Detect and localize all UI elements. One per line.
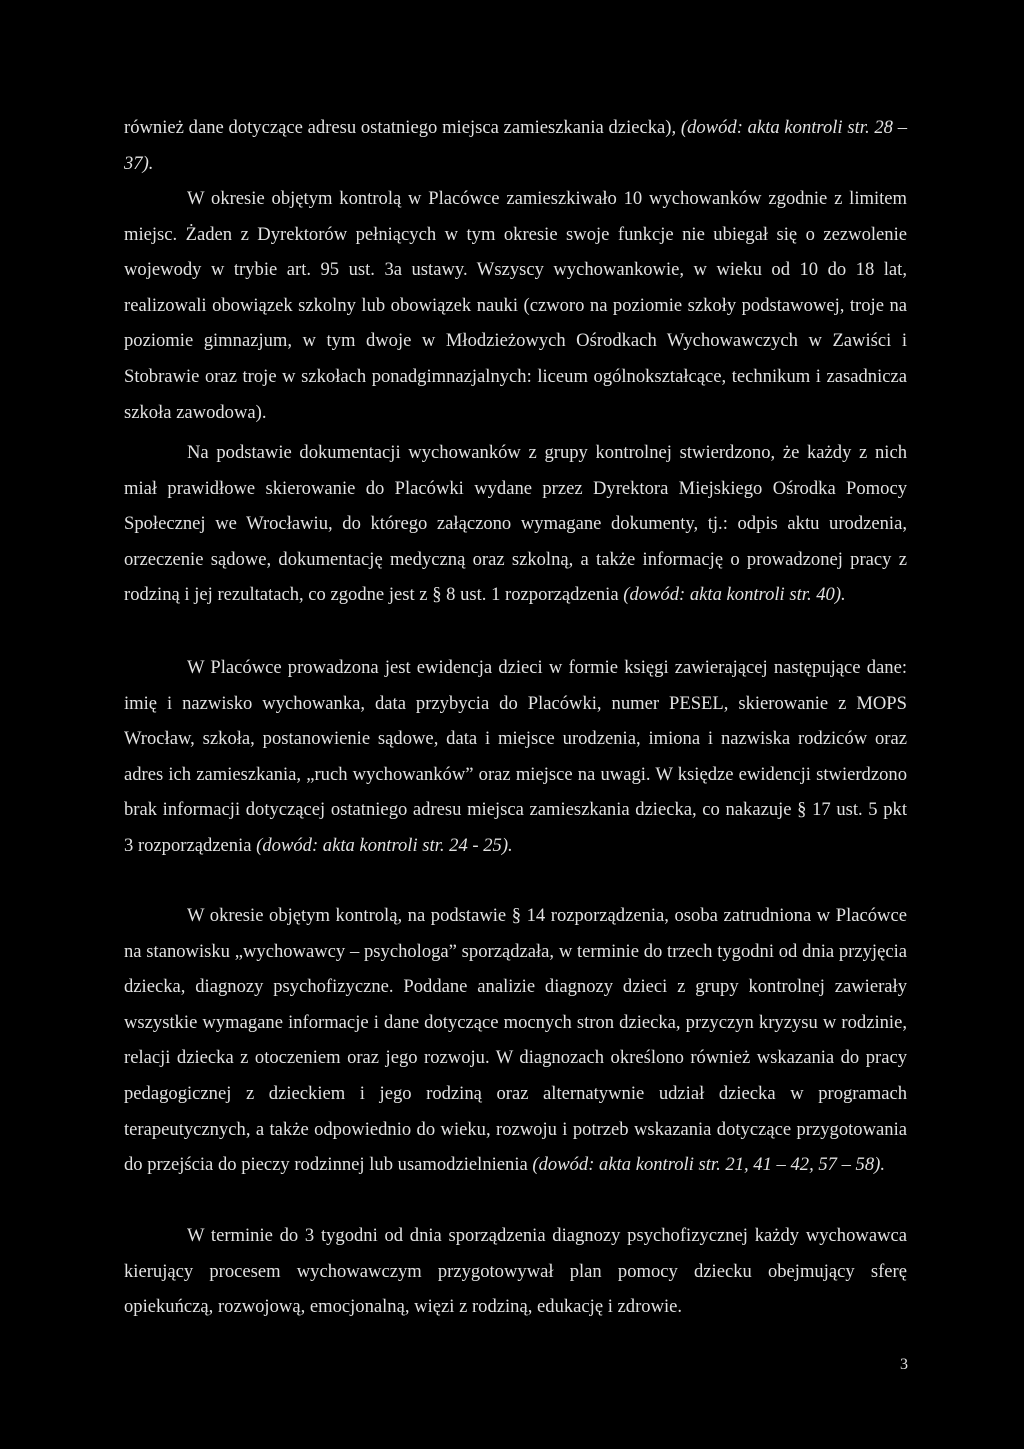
paragraph-2-text: W okresie objętym kontrolą w Placówce zamieszkiwało 10 wychowanków zgodnie z limitem miejsc. Żaden z Dyrektorów pełniących w tym okresie swoje funkcje nie ubiegał się o zezwolenie wojewody w trybie art. 95 ust. 3a ustawy. Wszyscy wychowankowie, w wieku od 10 do 18 lat, realizowali obowiązek szkolny lub obowiązek nauki (czworo na poziomie szkoły podstawowej, troje na poziomie gimnazjum, w tym dwoje w Młodzieżowych Ośrodkach Wychowawczych w Zawiści i Stobrawie oraz troje w szkołach ponadgimnazjalnych: liceum ogólnokształcące, technikum i zasadnicza szkoła zawodowa). [124,188,907,423]
paragraph-4-text: W Placówce prowadzona jest ewidencja dzieci w formie księgi zawierającej następujące dane: imię i nazwisko wychowanka, data przybycia do Placówki, numer PESEL, skierowanie z MOPS Wrocław, szkoła, postanowienie sądowe, data i miejsce urodzenia, imiona i nazwiska rodziców oraz adres ich zamieszkania, „ruch wychowanków” oraz miejsce na uwagi. W księdze ewidencji stwierdzono brak informacji dotyczącej ostatniego adresu miejsca zamieszkania dziecka, co nakazuje § 17 ust. 5 pkt 3 rozporządzenia [124,657,907,856]
page-number: 3 [900,1356,908,1373]
paragraph-2 [124,181,907,430]
paragraph-5-text: W okresie objętym kontrolą, na podstawie § 14 rozporządzenia, osoba zatrudniona w Placówce na stanowisku „wychowawcy – psychologa” sporządzała, w terminie do trzech tygodni od dnia przyjęcia dziecka, diagnozy psychofizyczne. Poddane analizie diagnozy dzieci z grupy kontrolnej zawierały wszystkie wymagane informacje i dane dotyczące mocnych stron dziecka, przyczyn kryzysu w rodzinie, relacji dziecka z otoczeniem oraz jego rozwoju. W diagnozach określono również wskazania do pracy pedagogicznej z dzieckiem i jego rodziną oraz alternatywnie udział dziecka w programach terapeutycznych, a także odpowiednio do wieku, rozwoju i potrzeb wskazania dotyczące przygotowania do przejścia do pieczy rodzinnej lub usamodzielnienia [124,905,907,1176]
paragraph-1-text: również dane dotyczące adresu ostatniego miejsca zamieszkania dziecka), [124,117,681,138]
paragraph-1-citation: (dowód: akta kontroli str. 28 – 37). [124,117,908,174]
paragraph-3-text: Na podstawie dokumentacji wychowanków z grupy kontrolnej stwierdzono, że każdy z nich miał prawidłowe skierowanie do Placówki wydane przez Dyrektora Miejskiego Ośrodka Pomocy Społecznej we Wrocławiu, do którego załączono wymagane dokumenty, tj.: odpis aktu urodzenia, orzeczenie sądowe, dokumentację medyczną oraz szkolną, a także informację o prowadzonej pracy z rodziną i jej rezultatach, co zgodne jest z § 8 ust. 1 rozporządzenia [124,442,907,606]
paragraph-4 [124,650,907,864]
paragraph-6-text: W terminie do 3 tygodni od dnia sporządzenia diagnozy psychofizycznej każdy wychowawca kierujący procesem wychowawczym przygotowywał plan pomocy dziecku obejmujący sferę opiekuńczą, rozwojową, emocjonalną, więzi z rodziną, edukację i zdrowie. [124,1225,907,1318]
paragraph-4-citation: (dowód: akta kontroli str. 24 - 25). [256,834,513,856]
paragraph-3 [124,435,907,613]
paragraph-6 [124,1218,907,1325]
paragraph-5-citation: (dowód: akta kontroli str. 21, 41 – 42, 57 – 58). [532,1154,885,1176]
paragraph-1 [124,110,907,181]
paragraph-3-citation: (dowód: akta kontroli str. 40). [623,584,846,606]
paragraph-5 [124,898,907,1183]
